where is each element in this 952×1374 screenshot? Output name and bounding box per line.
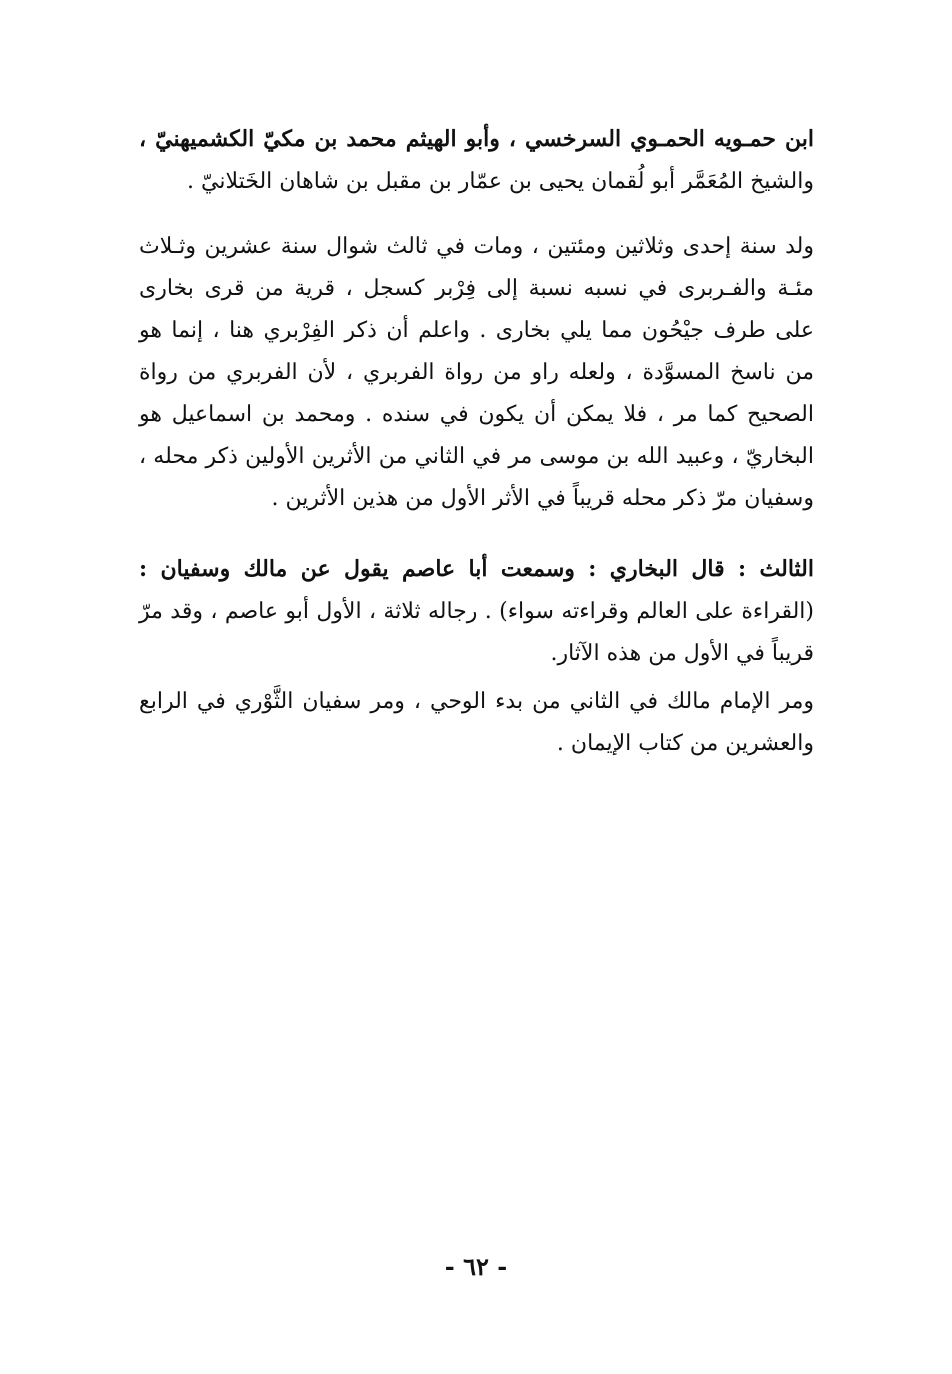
paragraph-third-bold: قال البخاري : وسمعت أبا عاصم يقول عن مالك وسفيان :: [139, 556, 739, 582]
paragraph-third-rest: (القراءة على العالم وقراءته سواء) . رجاله ثلاثة ، الأول أبو عاصم ، وقد مرّ قريباً في الأول من هذه الآثار.: [139, 599, 814, 666]
paragraph-references: ومر الإمام مالك في الثاني من بدء الوحي ، ومر سفيان الثَّوْري في الرابع والعشرين من كتاب الإيمان .: [139, 689, 814, 756]
paragraph-narrators-bold: ابن حمـويه الحمـوي السرخسي ، وأبو الهيثم محمد بن مكيّ الكشميهنيّ ،: [139, 126, 814, 152]
paragraph-narrators-rest: والشيخ المُعَمَّر أبو لُقمان يحيى بن عمّار بن مقبل بن شاهان الخَتلانيّ .: [187, 169, 814, 194]
paragraph-third-heading: الثالث :: [738, 556, 814, 582]
page-number: - ٦٢ -: [444, 1252, 508, 1281]
paragraph-third-athar: [139, 548, 814, 675]
paragraph-narrators: [139, 118, 814, 203]
paragraph-biography: ولد سنة إحدى وثلاثين ومئتين ، ومات في ثالث شوال سنة عشرين وثـلاث مئـة والفـربرى في نسبه نسبة إلى فِرْبر كسجل ، قرية من قرى بخارى على طرف جيْحُون مما يلي بخارى . واعلم أن ذكر الفِرْبري هنا ، إنما هو من ناسخ المسوَّدة ، ولعله راو من رواة الفربري ، لأن الفربري من رواة الصحيح كما مر ، فلا يمكن أن يكون في سنده . ومحمد بن اسماعيل هو البخاريّ ، وعبيد الله بن موسى مر في الثاني من الأثرين الأولين ذكر محله ، وسفيان مرّ ذكر محله قريباً في الأثر الأول من هذين الأثرين .: [139, 234, 814, 511]
